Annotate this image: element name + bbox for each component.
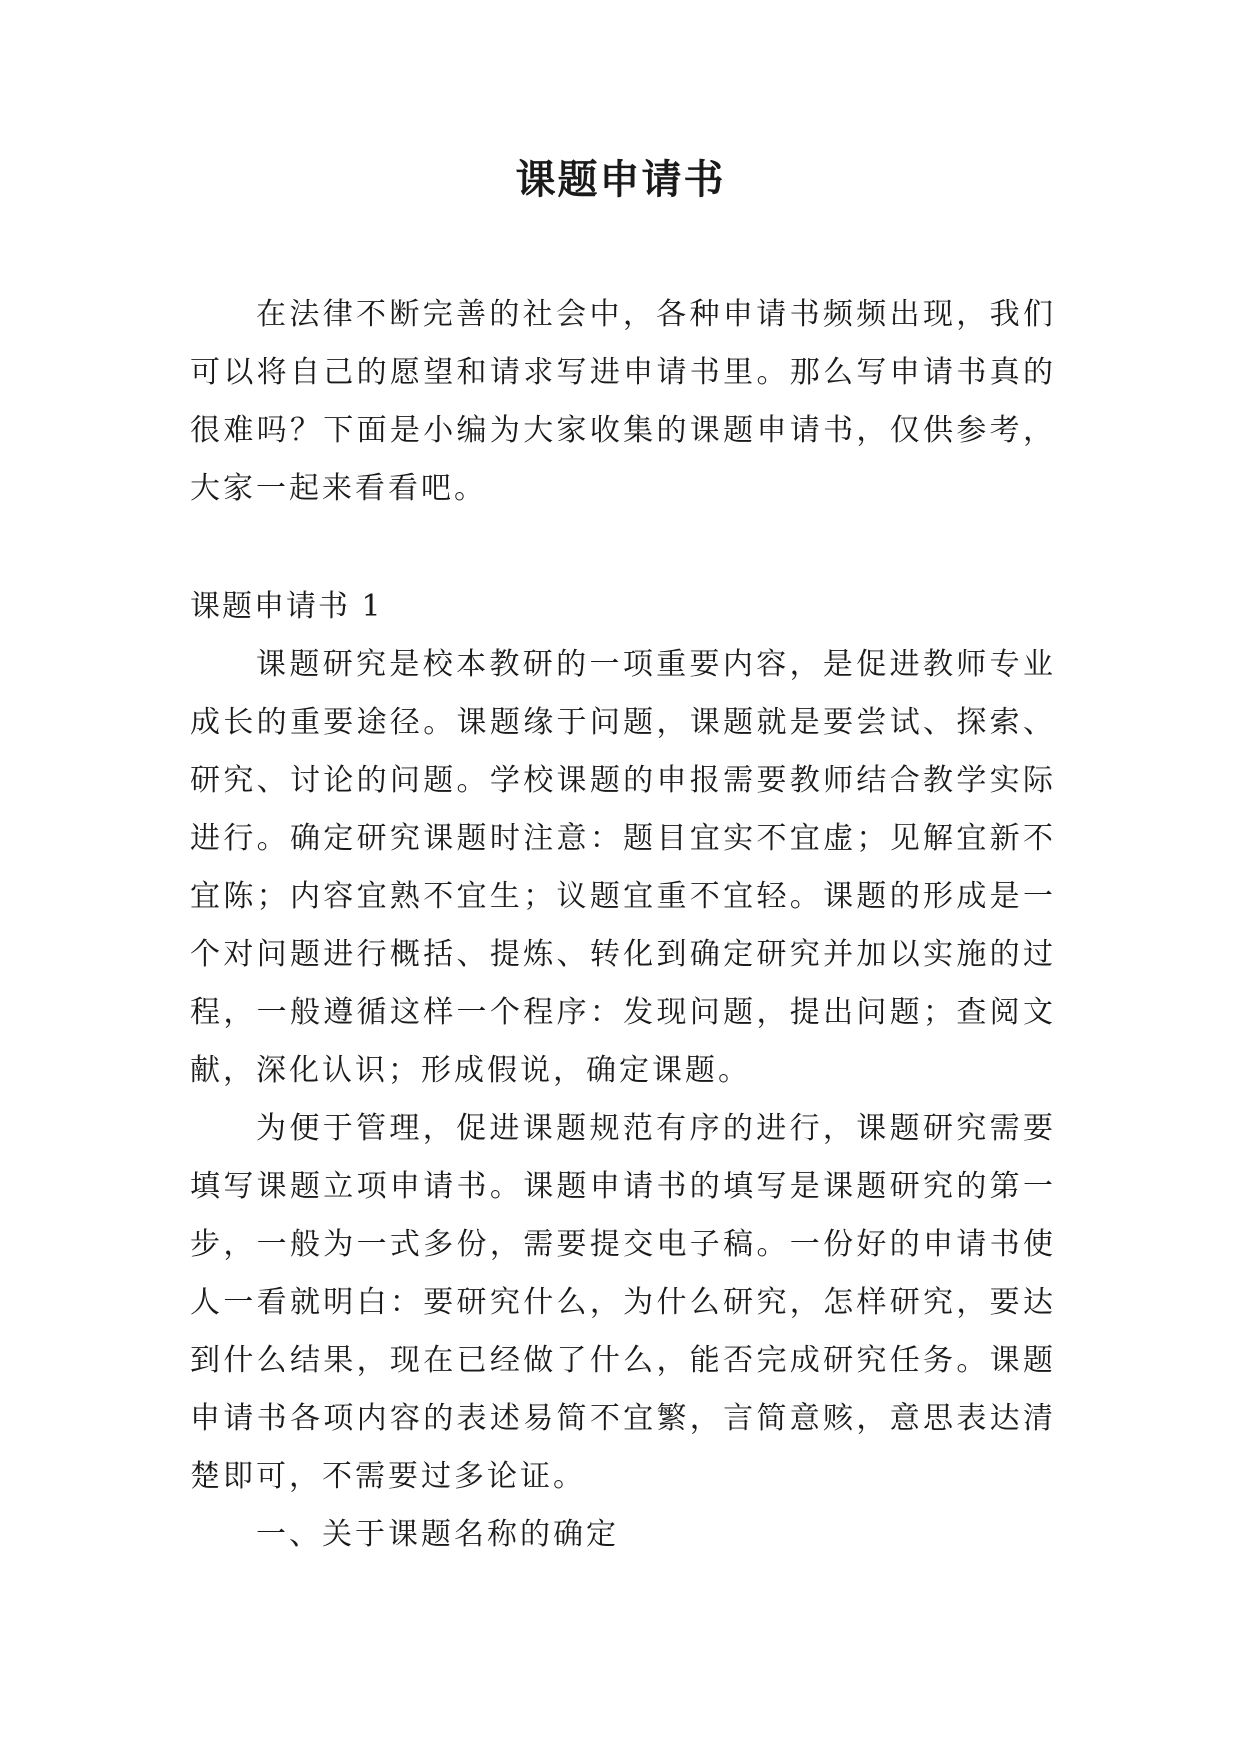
body-paragraph: 课题研究是校本教研的一项重要内容，是促进教师专业成长的重要途径。课题缘于问题，课题就是要尝试、探索、研究、讨论的问题。学校课题的申报需要教师结合教学实际进行。确定研究课题时注意：题目宜实不宜虚；见解宜新不宜陈；内容宜熟不宜生；议题宜重不宜轻。课题的形成是一个对问题进行概括、提炼、转化到确定研究并加以实施的过程，一般遵循这样一个程序：发现问题，提出问题；查阅文献，深化认识；形成假说，确定课题。 <box>190 647 1056 1088</box>
intro-paragraph: 在法律不断完善的社会中，各种申请书频频出现，我们可以将自己的愿望和请求写进申请书里。那么写申请书真的很难吗？下面是小编为大家收集的课题申请书，仅供参考，大家一起来看看吧。 <box>190 297 1056 506</box>
intro-section <box>190 286 1056 518</box>
main-section <box>190 636 1056 1564</box>
document-title: 课题申请书 <box>515 157 726 203</box>
body-paragraph: 为便于管理，促进课题规范有序的进行，课题研究需要填写课题立项申请书。课题申请书的填写是课题研究的第一步，一般为一式多份，需要提交电子稿。一份好的申请书使人一看就明白：要研究什么，为什么研究，怎样研究，要达到什么结果，现在已经做了什么，能否完成研究任务。课题申请书各项内容的表述易简不宜繁，言简意赅，意思表达清楚即可，不需要过多论证。 <box>190 1111 1056 1494</box>
subsection-heading: 一、关于课题名称的确定 <box>256 1517 619 1552</box>
section-heading: 课题申请书 1 <box>190 589 383 624</box>
